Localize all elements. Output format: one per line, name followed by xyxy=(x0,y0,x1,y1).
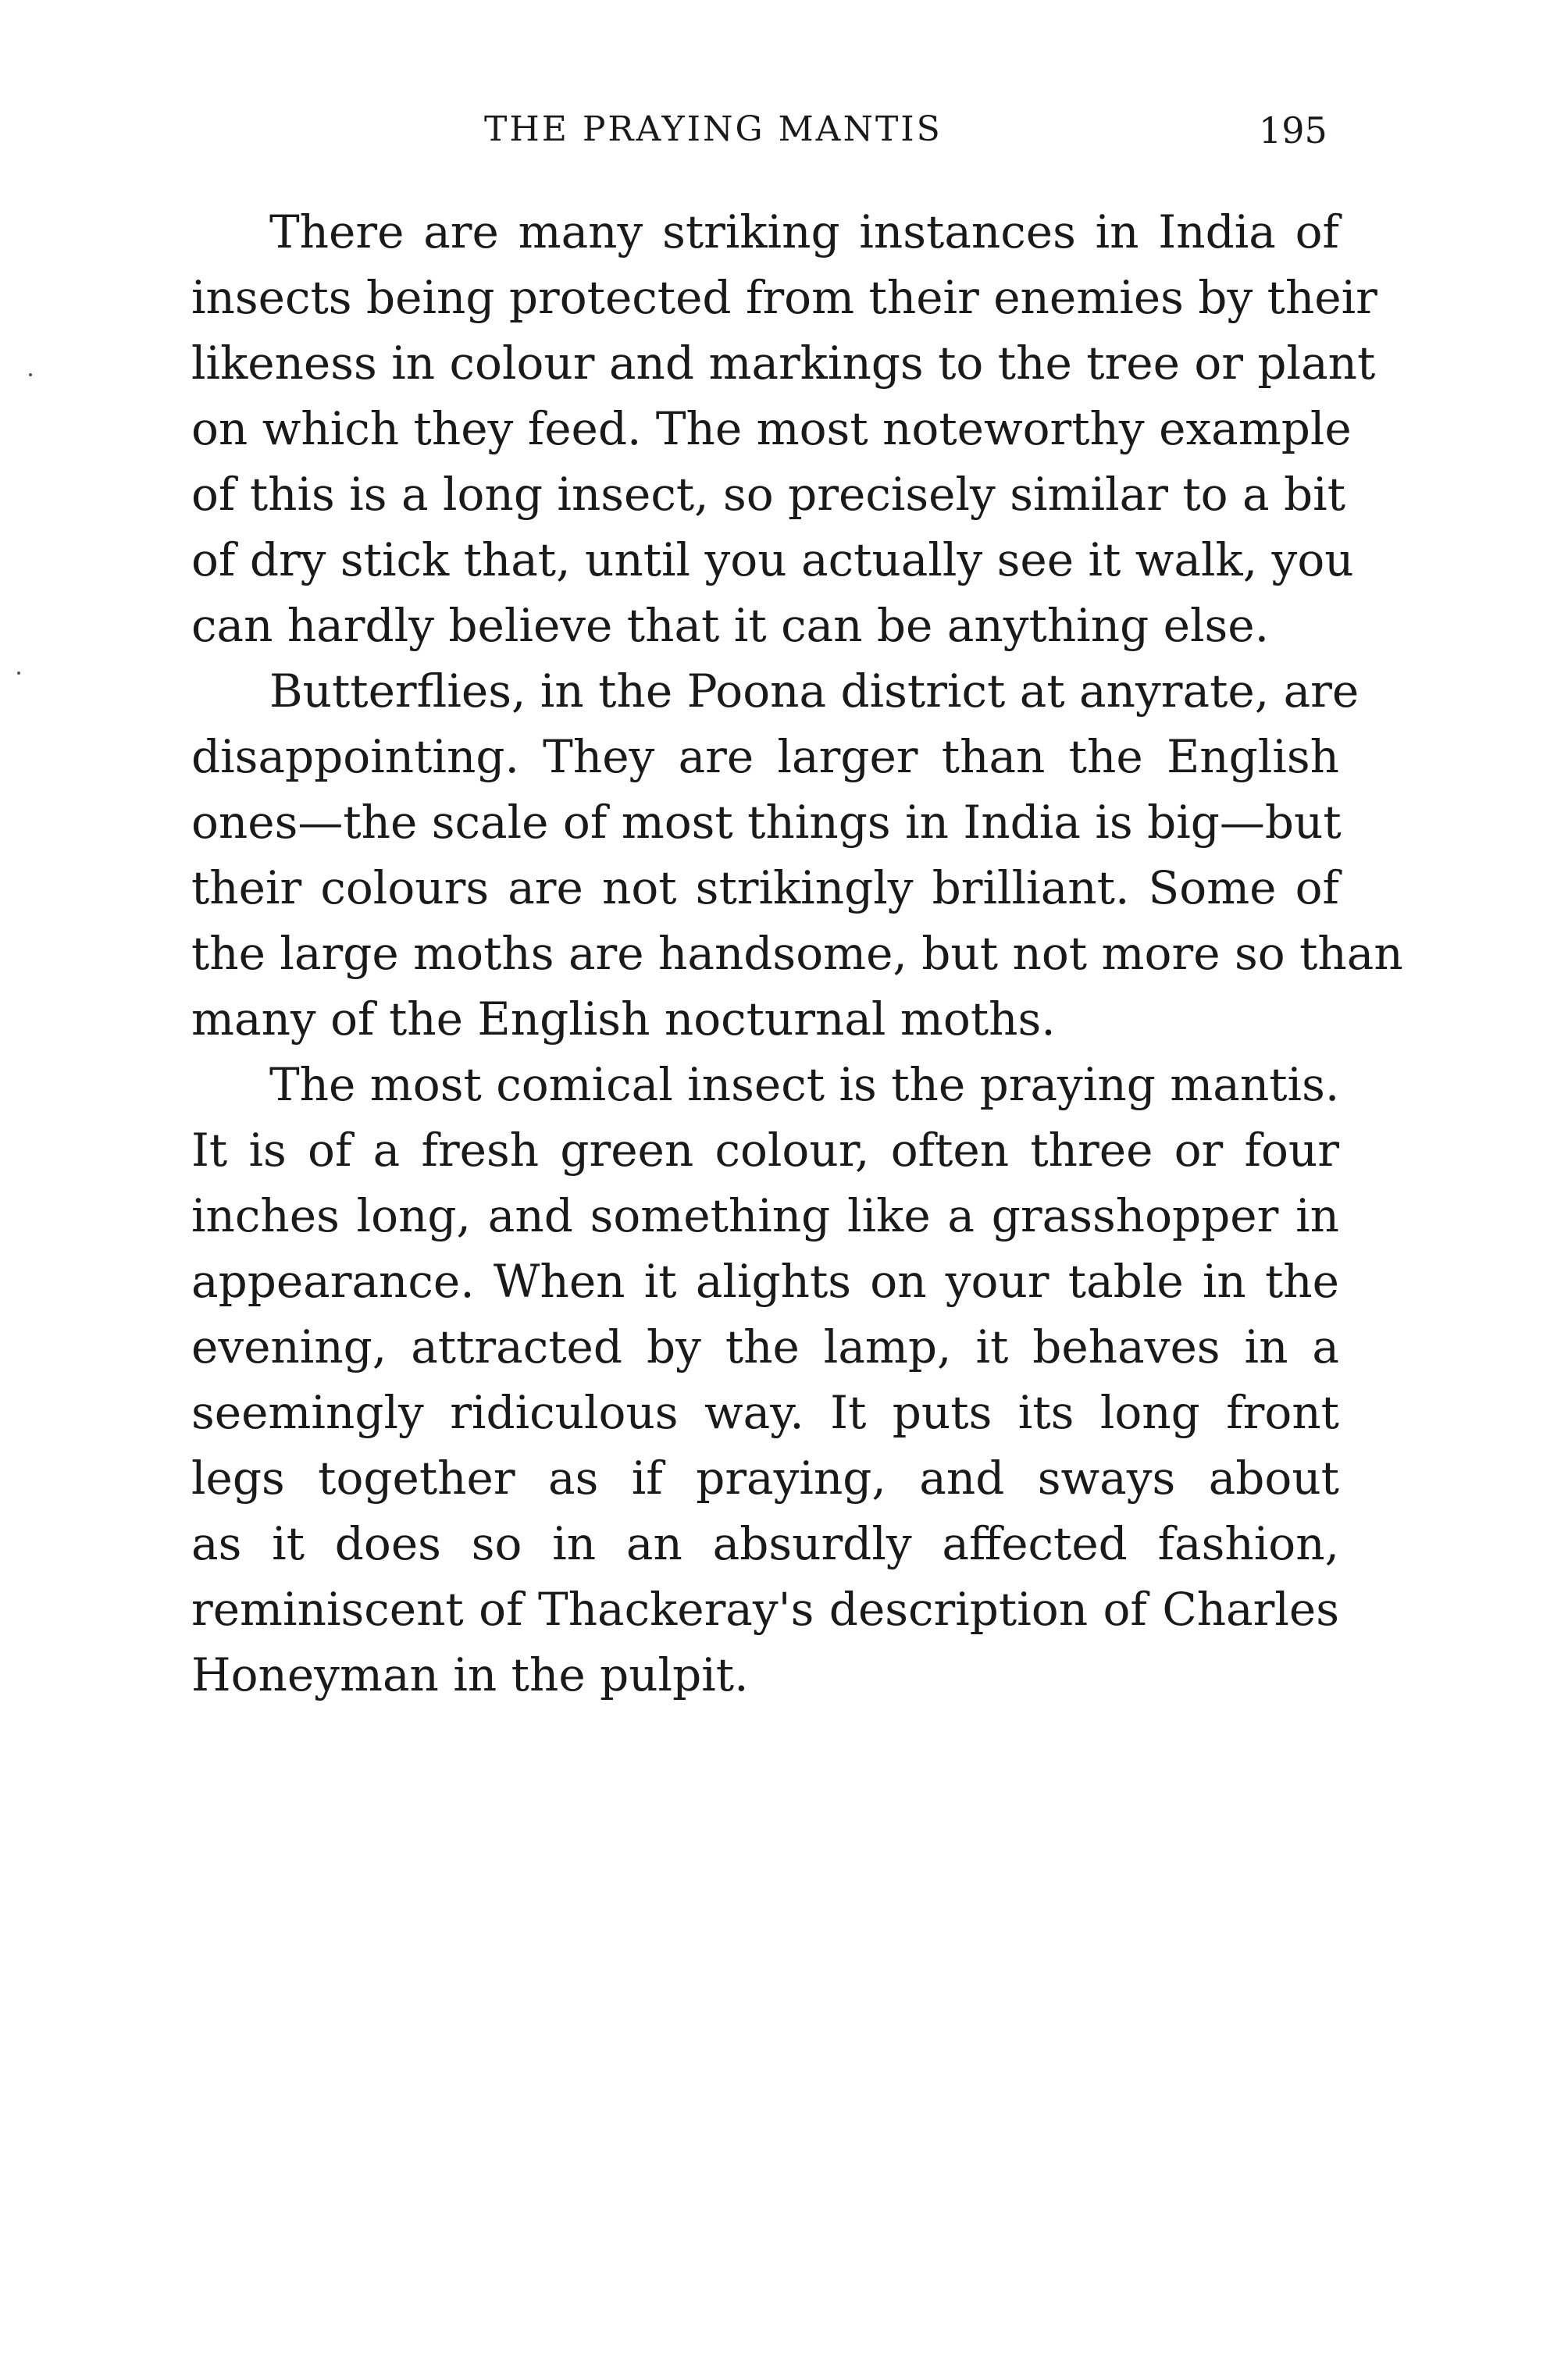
text-line: as it does so in an absurdly affected fashion, xyxy=(191,1517,1339,1570)
text-line: inches long, and something like a grasshopper in xyxy=(191,1189,1339,1242)
text-line: insects being protected from their enemies by their xyxy=(191,271,1377,324)
text-line: can hardly believe that it can be anything else. xyxy=(191,599,1270,652)
text-line: legs together as if praying, and sways about xyxy=(191,1452,1339,1505)
text-line: disappointing. They are larger than the English xyxy=(191,730,1339,783)
text-line: The most comical insect is the praying mantis. xyxy=(269,1058,1340,1111)
page-number: 195 xyxy=(1259,109,1327,151)
text-line: of dry stick that, until you actually see it walk, you xyxy=(191,533,1354,586)
text-line: seemingly ridiculous way. It puts its long front xyxy=(191,1386,1339,1439)
text-line: the large moths are handsome, but not more so than xyxy=(191,927,1403,980)
text-line: ones—the scale of most things in India is big—but xyxy=(191,796,1342,849)
text-line: many of the English nocturnal moths. xyxy=(191,992,1056,1046)
text-line: evening, attracted by the lamp, it behaves in a xyxy=(191,1320,1339,1373)
text-line: It is of a fresh green colour, often three or four xyxy=(191,1124,1339,1177)
scan-speck xyxy=(29,373,32,376)
text-line: of this is a long insect, so precisely similar to a bit xyxy=(191,468,1346,521)
running-head: THE PRAYING MANTIS xyxy=(484,109,943,149)
text-line: There are many striking instances in India of xyxy=(269,205,1339,258)
text-line: reminiscent of Thackeray's description of Charles xyxy=(191,1583,1339,1636)
text-line: appearance. When it alights on your table in the xyxy=(191,1255,1339,1308)
body-text xyxy=(191,199,1403,1708)
text-line: their colours are not strikingly brilliant. Some of xyxy=(191,861,1339,914)
text-line: Butterflies, in the Poona district at anyrate, are xyxy=(269,664,1360,718)
scan-speck xyxy=(17,672,20,675)
text-line: on which they feed. The most noteworthy example xyxy=(191,402,1352,455)
text-line: likeness in colour and markings to the tree or plant xyxy=(191,337,1376,390)
text-line: Honeyman in the pulpit. xyxy=(191,1648,749,1701)
